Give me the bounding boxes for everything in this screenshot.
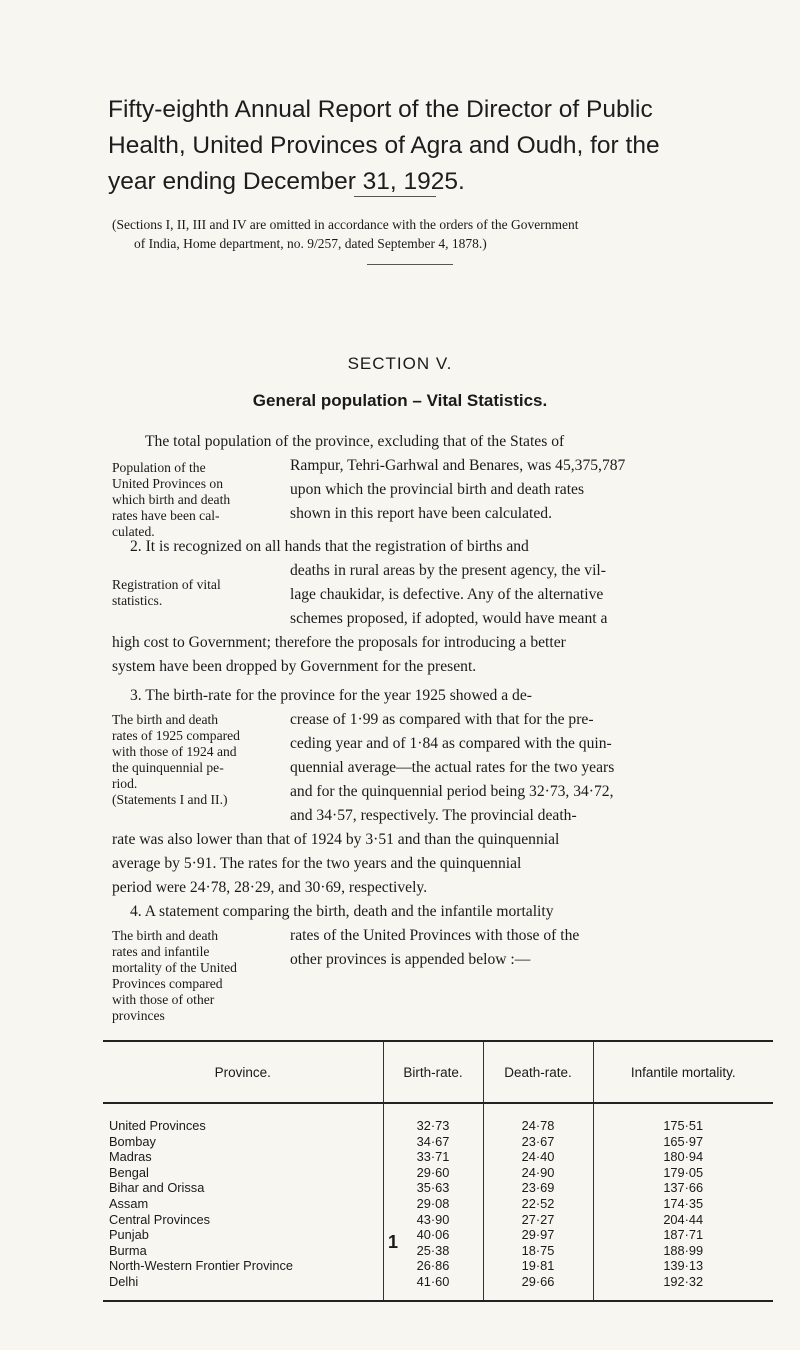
note-line-1: (Sections I, II, III and IV are omitted in accordance with the orders of the Government (112, 217, 579, 232)
margin-line: culated. (112, 524, 155, 539)
paragraph-line: upon which the provincial birth and death rates (290, 481, 585, 498)
paragraph-line: rate was also lower than that of 1924 by 3·51 and than the quinquennial (112, 831, 560, 848)
margin-line: statistics. (112, 593, 163, 608)
infantile-mortality-cell: 204·44 (593, 1212, 773, 1228)
birth-rate-cell: 32·73 (383, 1103, 483, 1134)
province-cell: North-Western Frontier Province (109, 1258, 293, 1274)
margin-line: rates of 1925 compared (112, 728, 240, 743)
margin-line: (Statements I and II.) (112, 792, 228, 807)
birth-rate-cell: 29·08 (383, 1196, 483, 1212)
death-rate-cell: 23·69 (483, 1180, 593, 1196)
paragraph-line: crease of 1·99 as compared with that for the pre- (290, 711, 594, 728)
birth-rate-cell: 26·86 (383, 1258, 483, 1274)
infantile-mortality-cell: 175·51 (593, 1103, 773, 1134)
paragraph-line: other provinces is appended below :— (290, 951, 531, 968)
infantile-mortality-cell: 165·97 (593, 1134, 773, 1150)
birth-rate-cell: 34·67 (383, 1134, 483, 1150)
margin-line: Population of the (112, 460, 206, 475)
divider-rule (354, 196, 436, 197)
birth-rate-cell: 25·38 (383, 1243, 483, 1259)
margin-line: Registration of vital (112, 577, 221, 592)
birth-rate-cell: 33·71 (383, 1149, 483, 1165)
infantile-mortality-cell: 139·13 (593, 1258, 773, 1274)
paragraph-line: schemes proposed, if adopted, would have meant a (290, 610, 608, 627)
infantile-mortality-cell: 180·94 (593, 1149, 773, 1165)
column-header-death-rate: Death-rate. (483, 1041, 593, 1103)
paragraph-3 (130, 684, 770, 708)
margin-line: rates have been cal- (112, 508, 220, 523)
paragraph-line: and 34·57, respectively. The provincial death- (290, 807, 577, 824)
death-rate-cell: 29·66 (483, 1274, 593, 1301)
death-rate-cell: 27·27 (483, 1212, 593, 1228)
province-cell: Bombay (109, 1133, 156, 1149)
death-rate-cell: 22·52 (483, 1196, 593, 1212)
paragraph-line: shown in this report have been calculated. (290, 505, 552, 522)
vital-statistics-table (103, 1040, 773, 1302)
infantile-mortality-cell: 137·66 (593, 1180, 773, 1196)
margin-line: with those of other (112, 992, 215, 1007)
margin-line: rates and infantile (112, 944, 210, 959)
death-rate-cell: 24·90 (483, 1165, 593, 1181)
paragraph-line: deaths in rural areas by the present agency, the vil- (290, 562, 606, 579)
death-rate-cell: 23·67 (483, 1134, 593, 1150)
infantile-mortality-cell: 174·35 (593, 1196, 773, 1212)
title-line-3: year ending December 31, 1925. (108, 168, 465, 195)
birth-rate-cell: 43·90 (383, 1212, 483, 1228)
birth-rate-cell: 41·60 (383, 1274, 483, 1301)
paragraph-3-body (290, 708, 770, 828)
margin-line: with those of 1924 and (112, 744, 237, 759)
paragraph-2 (130, 535, 770, 559)
death-rate-cell: 19·81 (483, 1258, 593, 1274)
paragraph-line: Rampur, Tehri-Garhwal and Benares, was 45,375,787 (290, 457, 626, 474)
table-header-row (103, 1041, 773, 1103)
infantile-mortality-cell: 179·05 (593, 1165, 773, 1181)
paragraph-line: 3. The birth-rate for the province for the year 1925 showed a de- (130, 687, 532, 704)
infantile-mortality-cell: 187·71 (593, 1227, 773, 1243)
margin-line: which birth and death (112, 492, 231, 507)
table-row (103, 1212, 773, 1228)
paragraph-1 (145, 430, 770, 454)
paragraph-4-body (290, 924, 770, 972)
column-header-infantile-mortality: Infantile mortality. (593, 1041, 773, 1103)
province-cell: Burma (109, 1242, 147, 1258)
table-row (103, 1134, 773, 1150)
province-cell: Assam (109, 1195, 149, 1211)
paragraph-line: period were 24·78, 28·29, and 30·69, respectively. (112, 879, 428, 896)
paragraph-line: average by 5·91. The rates for the two years and the quinquennial (112, 855, 522, 872)
column-header-birth-rate: Birth-rate. (383, 1041, 483, 1103)
margin-line: The birth and death (112, 928, 219, 943)
margin-line: riod. (112, 776, 138, 791)
table-row (103, 1243, 773, 1259)
paragraph-line: system have been dropped by Government for the present. (112, 658, 477, 675)
birth-rate-cell: 35·63 (383, 1180, 483, 1196)
table-row (103, 1227, 773, 1243)
table-row (103, 1196, 773, 1212)
section-heading: SECTION V. (347, 354, 453, 373)
paragraph-line: The total population of the province, excluding that of the States of (145, 433, 565, 450)
infantile-mortality-cell: 188·99 (593, 1243, 773, 1259)
paragraph-4 (130, 900, 770, 924)
table-row (103, 1149, 773, 1165)
province-cell: Delhi (103, 1274, 383, 1301)
province-cell: Bihar and Orissa (109, 1180, 205, 1196)
paragraph-line: ceding year and of 1·84 as compared with the quin- (290, 735, 612, 752)
paragraph-line: quennial average—the actual rates for the two years (290, 759, 615, 776)
paragraph-2-body (290, 559, 770, 631)
page-number: 1 (388, 1232, 399, 1252)
report-title (108, 92, 768, 200)
province-cell: Central Provinces (109, 1211, 210, 1227)
paragraph-line: lage chaukidar, is defective. Any of the alternative (290, 586, 604, 603)
table-row (103, 1274, 773, 1301)
table-body (103, 1103, 773, 1301)
margin-line: United Provinces on (112, 476, 224, 491)
margin-note-infantile (112, 928, 290, 1024)
title-line-2: Health, United Provinces of Agra and Oudh, for the (108, 132, 660, 159)
province-cell: United Provinces (109, 1118, 206, 1133)
column-header-province: Province. (103, 1041, 383, 1103)
sections-note (112, 215, 772, 253)
margin-line: The birth and death (112, 712, 219, 727)
death-rate-cell: 29·97 (483, 1227, 593, 1243)
birth-rate-cell: 40·06 (383, 1227, 483, 1243)
table-row (103, 1180, 773, 1196)
paragraph-2-tail (112, 631, 772, 679)
divider-rule (367, 264, 453, 265)
province-cell: Bengal (109, 1164, 149, 1180)
margin-line: provinces (112, 1008, 165, 1023)
paragraph-line: 2. It is recognized on all hands that the registration of births and (130, 538, 529, 555)
paragraph-line: rates of the United Provinces with those of the (290, 927, 580, 944)
death-rate-cell: 24·40 (483, 1149, 593, 1165)
title-line-1: Fifty-eighth Annual Report of the Director of Public (108, 96, 653, 123)
province-cell: Madras (109, 1149, 152, 1165)
paragraph-3-tail (112, 828, 772, 900)
death-rate-cell: 24·78 (483, 1103, 593, 1134)
paragraph-1-body (290, 454, 770, 526)
margin-line: the quinquennial pe- (112, 760, 224, 775)
margin-note-registration (112, 577, 287, 609)
margin-line: mortality of the United (112, 960, 237, 975)
margin-note-population (112, 460, 287, 540)
note-line-2: of India, Home department, no. 9/257, dated September 4, 1878.) (134, 236, 487, 251)
section-subheading: General population – Vital Statistics. (252, 391, 548, 410)
paragraph-line: high cost to Government; therefore the proposals for introducing a better (112, 634, 566, 651)
table-row (103, 1165, 773, 1181)
province-cell: Punjab (109, 1227, 149, 1243)
death-rate-cell: 18·75 (483, 1243, 593, 1259)
margin-line: Provinces compared (112, 976, 223, 991)
infantile-mortality-cell: 192·32 (593, 1274, 773, 1301)
margin-note-birth-death (112, 712, 290, 808)
paragraph-line: and for the quinquennial period being 32·73, 34·72, (290, 783, 614, 800)
table-row (103, 1258, 773, 1274)
paragraph-line: 4. A statement comparing the birth, death and the infantile mortality (130, 903, 554, 920)
table-row (103, 1103, 773, 1134)
birth-rate-cell: 29·60 (383, 1165, 483, 1181)
